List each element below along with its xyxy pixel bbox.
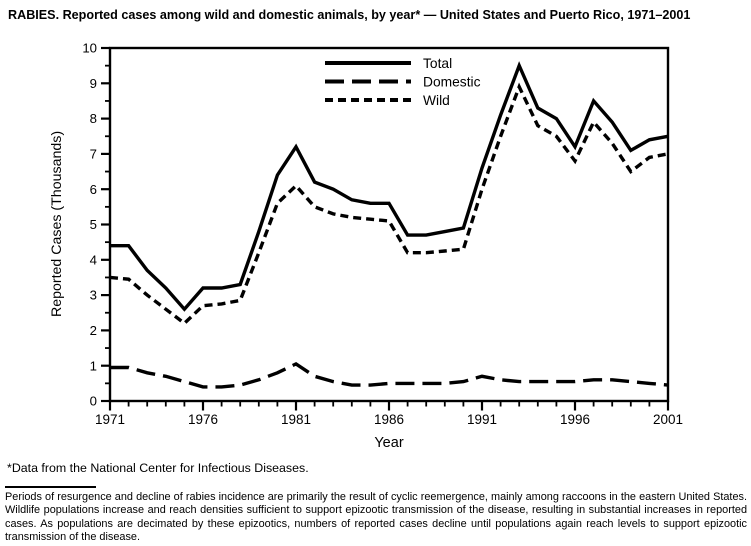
y-tick-label: 6	[89, 181, 97, 197]
y-tick-label: 10	[82, 40, 97, 56]
y-axis-label: Reported Cases (Thousands)	[49, 130, 65, 318]
legend-label: Domestic	[423, 74, 481, 90]
x-tick-label: 1986	[373, 412, 405, 427]
y-tick-label: 4	[89, 252, 97, 268]
data-source-footnote: *Data from the National Center for Infectious Diseases.	[7, 461, 309, 475]
x-tick-label: 1971	[94, 412, 126, 427]
x-axis	[95, 401, 683, 427]
y-tick-label: 2	[89, 323, 97, 338]
series-line-total	[110, 66, 668, 310]
x-tick-label: 1996	[559, 412, 591, 427]
x-tick-label: 2001	[652, 412, 684, 427]
y-tick-label: 5	[89, 217, 97, 233]
legend-label: Total	[423, 55, 453, 71]
y-tick-label: 7	[89, 146, 97, 162]
y-tick-label: 3	[89, 287, 97, 303]
legend-item-wild	[325, 93, 450, 108]
legend-item-domestic	[325, 74, 481, 89]
legend-item-total	[325, 56, 452, 71]
series-line-domestic	[110, 364, 668, 387]
y-tick-label: 1	[89, 358, 97, 374]
x-tick-label: 1991	[466, 412, 498, 427]
legend-label: Wild	[423, 92, 450, 108]
plot-border	[110, 48, 668, 401]
y-tick-label: 0	[89, 393, 97, 409]
figure-title: RABIES. Reported cases among wild and domestic animals, by year* — United States and Puerto Rico, 1971–2001	[8, 8, 691, 22]
y-tick-label: 9	[89, 75, 97, 91]
x-tick-label: 1976	[187, 412, 219, 427]
footnote-divider	[5, 486, 96, 488]
legend	[325, 56, 481, 108]
x-tick-label: 1981	[280, 412, 312, 427]
figure-description: Periods of resurgence and decline of rabies incidence are primarily the result of cyclic reemergence, mainly among raccoons in the eastern United States. Wildlife populations increase and reach densities sufficient to support epizootic transmission of the disease, resulting in substantial increases in reported cases. As populations are decimated by these epizootics, numbers of reported cases decline until populations again reach levels to support epizootic transmission of the disease.	[5, 491, 747, 544]
y-axis	[82, 41, 110, 409]
y-tick-label: 8	[89, 111, 97, 127]
x-axis-label: Year	[374, 435, 404, 451]
